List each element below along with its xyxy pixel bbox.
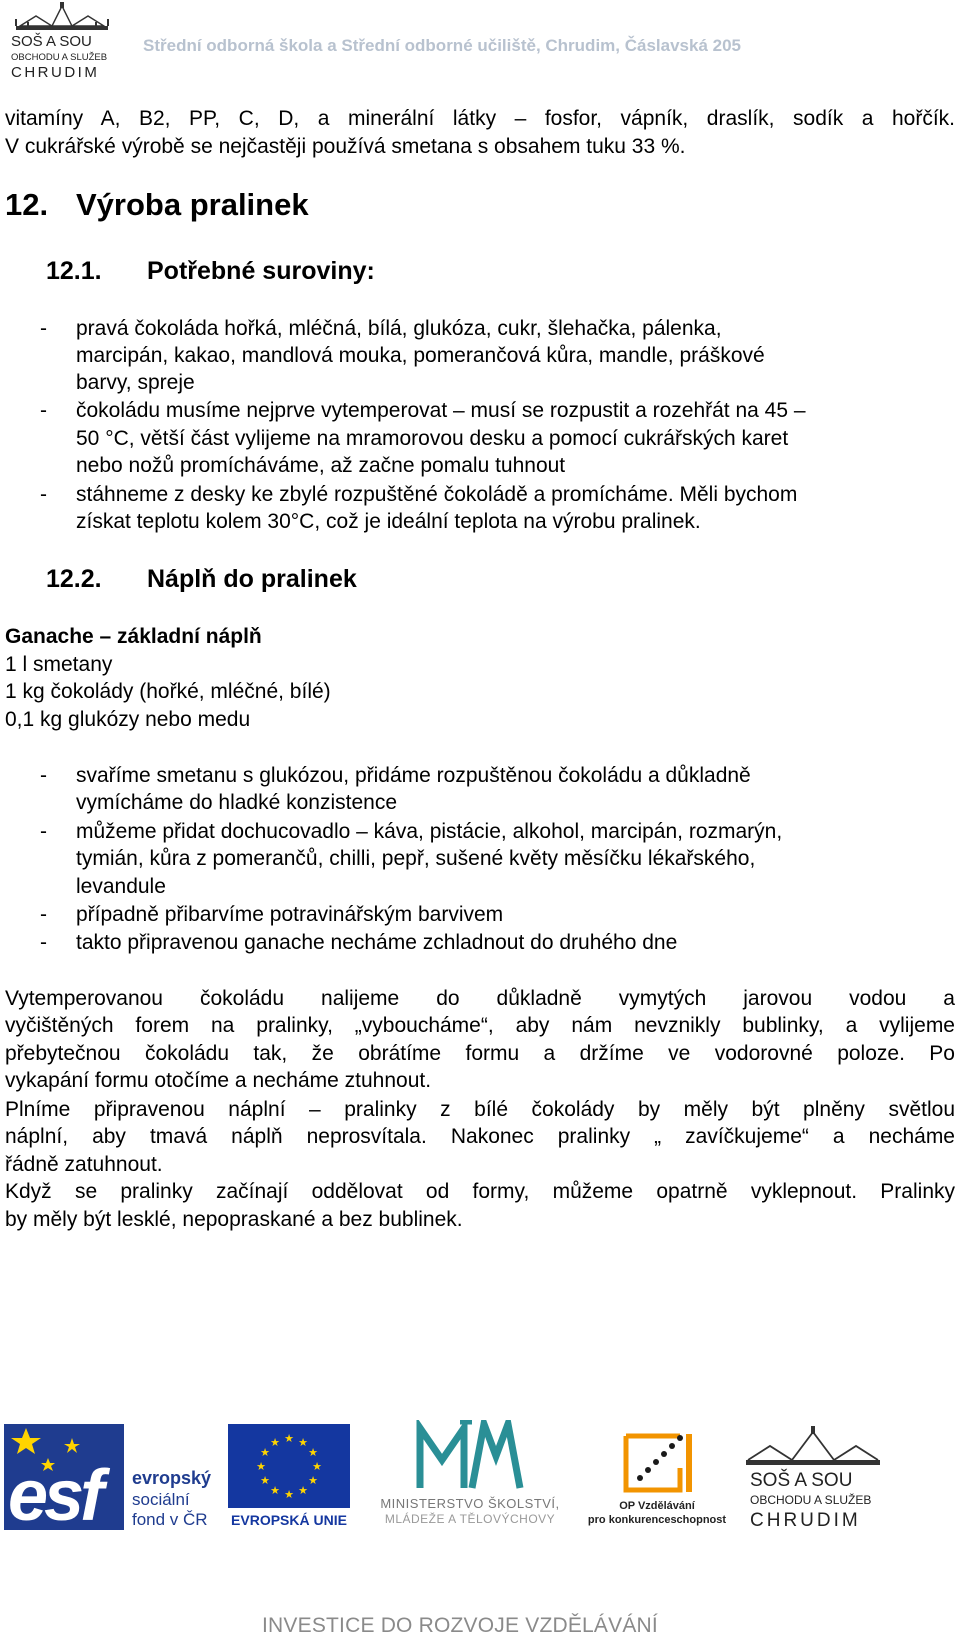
bullet-line: tymián, kůra z pomerančů, chilli, pepř, sušené květy měsíčku lékařského, bbox=[76, 847, 756, 870]
bullet-line: čokoládu musíme nejprve vytemperovat – musí se rozpustit a rozehřát na 45 – bbox=[76, 399, 806, 422]
paragraph-line: Plníme připravenou náplní – pralinky z bílé čokolády by měly být plněny světlou bbox=[5, 1098, 955, 1121]
svg-text:★: ★ bbox=[312, 1460, 322, 1473]
footer-caption: INVESTICE DO ROZVOJE VZDĚLÁVÁNÍ bbox=[262, 1614, 658, 1637]
subsection-number: 12.1. bbox=[46, 257, 102, 285]
svg-text:★: ★ bbox=[260, 1446, 270, 1459]
esf-text-1: evropský bbox=[132, 1468, 212, 1488]
intro-line-2: V cukrářské výrobě se nejčastěji používá smetana s obsahem tuku 33 %. bbox=[5, 135, 686, 158]
ganache-title: Ganache – základní náplň bbox=[5, 625, 262, 648]
bullet-line: levandule bbox=[76, 875, 166, 898]
esf-text-3: fond v ČR bbox=[132, 1510, 208, 1529]
footer-logo-line-2: OBCHODU A SLUŽEB bbox=[750, 1493, 872, 1507]
esf-letters: esf bbox=[8, 1456, 101, 1536]
eu-logo bbox=[228, 1424, 350, 1534]
svg-text:★: ★ bbox=[284, 1488, 294, 1501]
section-number: 12. bbox=[5, 187, 49, 222]
eu-flag bbox=[228, 1424, 350, 1508]
paragraph-line: náplní, aby tmavá náplň neprosvítala. Nakonec pralinky „ zavíčkujeme“ a necháme bbox=[5, 1125, 955, 1148]
bullet-line: získat teplotu kolem 30°C, což je ideální teplota na výrobu pralinek. bbox=[76, 510, 701, 533]
msmt-logo bbox=[360, 1420, 580, 1532]
bullet-line: takto připravenou ganache necháme zchladnout do druhého dne bbox=[76, 931, 678, 954]
paragraph-line: vyčištěných forem na pralinky, „vyboucháme“, aby nám nevznikly bublinky, a vylijeme bbox=[5, 1014, 955, 1037]
svg-text:★: ★ bbox=[270, 1436, 280, 1449]
msmt-emblem bbox=[360, 1420, 580, 1496]
subsection-title: Náplň do pralinek bbox=[147, 565, 357, 593]
bullet-line: nebo nožů promícháváme, až začne pomalu tuhnout bbox=[76, 454, 566, 477]
svg-text:★: ★ bbox=[298, 1436, 308, 1449]
op-text-2: pro konkurenceschopnost bbox=[587, 1514, 727, 1526]
svg-text:★: ★ bbox=[270, 1484, 280, 1497]
bullet-line: 50 °C, větší část vylijeme na mramorovou desku a pomocí cukrářských karet bbox=[76, 427, 789, 450]
subsection-title: Potřebné suroviny: bbox=[147, 257, 375, 285]
section-title: Výroba pralinek bbox=[76, 187, 309, 222]
ingredient: 1 kg čokolády (hořké, mléčné, bílé) bbox=[5, 680, 331, 703]
svg-text:★: ★ bbox=[256, 1460, 266, 1473]
bullet-dash: - bbox=[40, 820, 47, 843]
eu-text: EVROPSKÁ UNIE bbox=[231, 1512, 347, 1528]
logo-line-3: CHRUDIM bbox=[11, 64, 100, 80]
esf-logo bbox=[4, 1424, 220, 1534]
bullet-line: stáhneme z desky ke zbylé rozpuštěné čokoládě a promícháme. Měli bychom bbox=[76, 483, 798, 506]
paragraph-line: řádně zatuhnout. bbox=[5, 1153, 163, 1176]
school-name: Střední odborná škola a Střední odborné učiliště, Chrudim, Čáslavská 205 bbox=[143, 36, 741, 55]
svg-text:★: ★ bbox=[284, 1432, 294, 1445]
esf-text-2: sociální bbox=[132, 1490, 190, 1509]
svg-text:★: ★ bbox=[308, 1474, 318, 1487]
bullet-line: marcipán, kakao, mandlová mouka, pomerančová kůra, mandle, práškové bbox=[76, 344, 765, 367]
subsection-number: 12.2. bbox=[46, 565, 102, 593]
bullet-line: můžeme přidat dochucovadlo – káva, pistácie, alkohol, marcipán, rozmarýn, bbox=[76, 820, 783, 843]
footer-logo-line-3: CHRUDIM bbox=[750, 1510, 861, 1531]
logo-line-1: SOŠ A SOU bbox=[11, 33, 92, 50]
paragraph-line: Vytemperovanou čokoládu nalijeme do důkladně vymytých jarovou vodou a bbox=[5, 987, 955, 1010]
msmt-text-1: MINISTERSTVO ŠKOLSTVÍ, bbox=[380, 1496, 560, 1511]
svg-text:★: ★ bbox=[260, 1474, 270, 1487]
svg-text:★: ★ bbox=[308, 1446, 318, 1459]
paragraph-line: přebytečnou čokoládu tak, že obrátíme formu a držíme ve vodorovné poloze. Po bbox=[5, 1042, 955, 1065]
ingredient: 0,1 kg glukózy nebo medu bbox=[5, 708, 251, 731]
bullet-dash: - bbox=[40, 483, 47, 506]
school-logo-footer bbox=[738, 1424, 888, 1534]
op-logo bbox=[586, 1428, 728, 1530]
esf-emblem bbox=[4, 1424, 124, 1536]
bullet-line: svaříme smetanu s glukózou, přidáme rozpuštěnou čokoládu a důkladně bbox=[76, 764, 751, 787]
bullet-dash: - bbox=[40, 931, 47, 954]
footer-logo-line-1: SOŠ A SOU bbox=[750, 1470, 853, 1491]
bullet-line: vymícháme do hladké konzistence bbox=[76, 791, 397, 814]
school-logo bbox=[6, 2, 118, 80]
bullet-dash: - bbox=[40, 399, 47, 422]
intro-line-1: vitamíny A, B2, PP, C, D, a minerální látky – fosfor, vápník, draslík, sodík a hořčík. bbox=[5, 107, 955, 130]
paragraph-line: vykapání formu otočíme a necháme ztuhnout. bbox=[5, 1069, 432, 1092]
bullet-dash: - bbox=[40, 764, 47, 787]
bullet-dash: - bbox=[40, 903, 47, 926]
bullet-line: případně přibarvíme potravinářským barvivem bbox=[76, 903, 504, 926]
op-emblem bbox=[586, 1428, 728, 1498]
logo-line-2: OBCHODU A SLUŽEB bbox=[11, 52, 108, 63]
svg-text:★: ★ bbox=[298, 1484, 308, 1497]
paragraph-line: by měly být lesklé, nepopraskané a bez bublinek. bbox=[5, 1208, 463, 1231]
paragraph-line: Když se pralinky začínají oddělovat od formy, můžeme opatrně vyklepnout. Pralinky bbox=[5, 1180, 955, 1203]
bullet-dash: - bbox=[40, 317, 47, 340]
bullet-line: barvy, spreje bbox=[76, 371, 195, 394]
ingredient: 1 l smetany bbox=[5, 653, 113, 676]
msmt-text-2: MLÁDEŽE A TĚLOVÝCHOVY bbox=[384, 1512, 556, 1526]
op-text-1: OP Vzdělávání bbox=[619, 1500, 695, 1512]
bullet-line: pravá čokoláda hořká, mléčná, bílá, glukóza, cukr, šlehačka, pálenka, bbox=[76, 317, 722, 340]
